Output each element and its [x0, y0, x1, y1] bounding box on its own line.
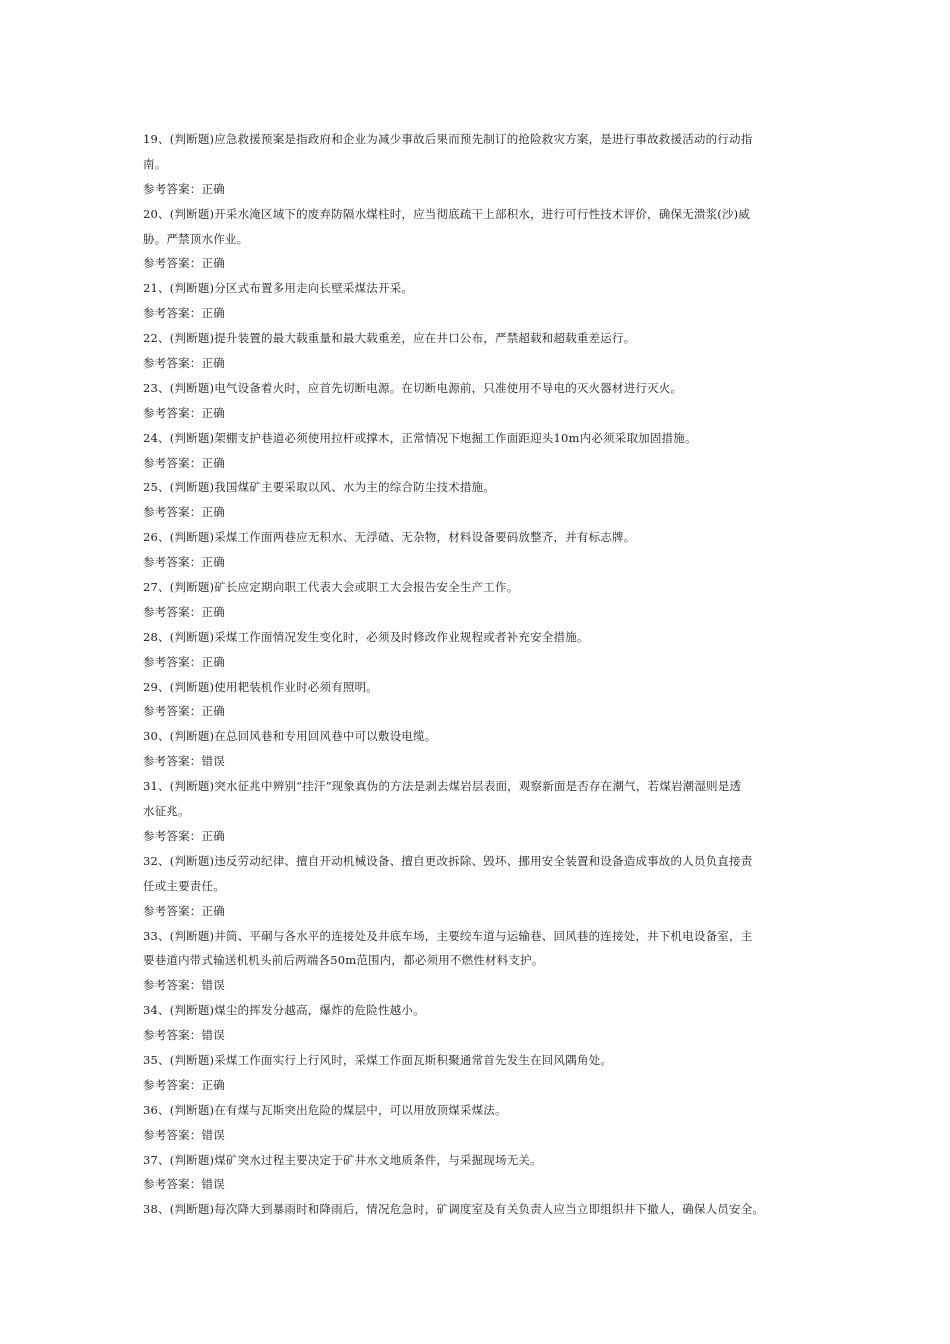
question-text-line: 19、(判断题)应急救援预案是指政府和企业为减少事故后果而预先制订的抢险救灾方案，是进行事故救援活动的行动指	[143, 132, 753, 146]
question-text-line: 20、(判断题)开采水淹区域下的废弃防隔水煤柱时，应当彻底疏干上部积水，进行可行性技术评价，确保无溃浆(沙)威	[143, 206, 751, 221]
question-item	[143, 998, 823, 1048]
answer-text: 参考答案：错误	[143, 754, 225, 769]
question-text-line: 22、(判断题)提升装置的最大载重量和最大载重差，应在井口公布，严禁超载和超载重差运行。	[143, 331, 636, 346]
question-text-line: 21、(判断题)分区式布置多用走向长壁采煤法开采。	[143, 281, 414, 296]
question-item	[143, 1197, 823, 1222]
answer-text: 参考答案：正确	[143, 306, 225, 321]
answer-text: 参考答案：错误	[143, 1127, 225, 1142]
question-text-line: 27、(判断题)矿长应定期向职工代表大会或职工大会报告安全生产工作。	[143, 580, 519, 595]
answer-text: 参考答案：正确	[143, 405, 225, 420]
answer-text: 参考答案：正确	[143, 704, 225, 719]
question-item	[143, 675, 823, 725]
question-item	[143, 127, 823, 202]
answer-text: 参考答案：错误	[143, 1028, 225, 1043]
answer-text: 参考答案：正确	[143, 356, 225, 371]
question-text-line: 23、(判断题)电气设备着火时，应首先切断电源。在切断电源前，只准使用不导电的灭火器材进行灭火。	[143, 380, 683, 395]
question-text-line: 胁。严禁顶水作业。	[143, 231, 249, 246]
question-item	[143, 774, 823, 849]
document-page	[143, 127, 823, 1222]
question-item	[143, 625, 823, 675]
answer-text: 参考答案：正确	[143, 828, 225, 843]
question-item	[143, 1048, 823, 1098]
question-item	[143, 575, 823, 625]
answer-text: 参考答案：正确	[143, 505, 225, 520]
question-item	[143, 426, 823, 476]
question-text-line: 要巷道内带式输送机机头前后两端各50m范围内，都必须用不燃性材料支护。	[143, 953, 544, 968]
answer-text: 参考答案：正确	[143, 1077, 225, 1092]
question-item	[143, 376, 823, 426]
answer-text: 参考答案：正确	[143, 654, 225, 669]
question-text-line: 30、(判断题)在总回风巷和专用回风巷中可以敷设电缆。	[143, 729, 437, 744]
question-item	[143, 276, 823, 326]
question-item	[143, 924, 823, 999]
question-text-line: 33、(判断题)井筒、平硐与各水平的连接处及井底车场，主要绞车道与运输巷、回风巷的连接处，井下机电设备室，主	[143, 928, 753, 943]
question-text-line: 38、(判断题)每次降大到暴雨时和降雨后，情况危急时，矿调度室及有关负责人应当立即组织井下撤人，确保人员安全。	[143, 1202, 765, 1217]
question-item	[143, 202, 823, 277]
question-item	[143, 525, 823, 575]
question-text-line: 任或主要责任。	[143, 878, 225, 893]
answer-text: 参考答案：正确	[143, 455, 225, 470]
question-text-line: 26、(判断题)采煤工作面两巷应无积水、无浮碴、无杂物，材料设备要码放整齐，并有标志牌。	[143, 530, 636, 545]
question-text-line: 水征兆。	[143, 804, 190, 819]
question-item	[143, 724, 823, 774]
question-text-line: 35、(判断题)采煤工作面实行上行风时，采煤工作面瓦斯积聚通常首先发生在回风隅角处。	[143, 1052, 613, 1067]
question-item	[143, 475, 823, 525]
question-item	[143, 849, 823, 924]
question-text-line: 28、(判断题)采煤工作面情况发生变化时，必须及时修改作业规程或者补充安全措施。	[143, 629, 589, 644]
question-text-line: 南。	[143, 156, 167, 171]
answer-text: 参考答案：正确	[143, 181, 225, 196]
question-text-line: 32、(判断题)违反劳动纪律、擅自开动机械设备、擅自更改拆除、毁坏、挪用安全装置和设备造成事故的人员负直接责	[143, 853, 753, 868]
question-item	[143, 1098, 823, 1148]
question-text-line: 25、(判断题)我国煤矿主要采取以风、水为主的综合防尘技术措施。	[143, 480, 496, 495]
question-text-line: 34、(判断题)煤尘的挥发分越高，爆炸的危险性越小。	[143, 1003, 425, 1018]
answer-text: 参考答案：错误	[143, 978, 225, 993]
question-text-line: 24、(判断题)架棚支护巷道必须使用拉杆或撑木，正常情况下炮掘工作面距迎头10m内必须采取加固措施。	[143, 430, 697, 445]
answer-text: 参考答案：正确	[143, 903, 225, 918]
answer-text: 参考答案：正确	[143, 256, 225, 271]
question-text-line: 36、(判断题)在有煤与瓦斯突出危险的煤层中，可以用放顶煤采煤法。	[143, 1102, 507, 1117]
question-text-line: 29、(判断题)使用耙装机作业时必须有照明。	[143, 679, 379, 694]
answer-text: 参考答案：正确	[143, 555, 225, 570]
answer-text: 参考答案：错误	[143, 1177, 225, 1192]
answer-text: 参考答案：正确	[143, 604, 225, 619]
question-item	[143, 326, 823, 376]
question-text-line: 37、(判断题)煤矿突水过程主要决定于矿井水文地质条件，与采掘现场无关。	[143, 1152, 542, 1167]
question-item	[143, 1148, 823, 1198]
question-text-line: 31、(判断题)突水征兆中辨别“挂汗”现象真伪的方法是剥去煤岩层表面，观察新面是否存在潮气，若煤岩潮湿则是透	[143, 779, 742, 794]
